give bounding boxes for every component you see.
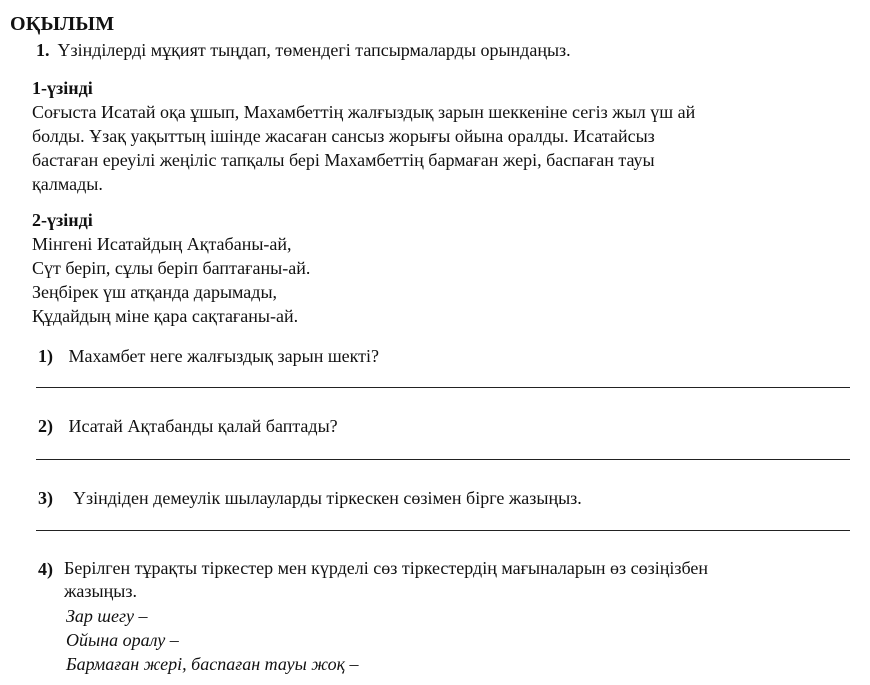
question-number: 1) (38, 346, 53, 366)
excerpt-line: Соғыста Исатай оқа ұшып, Махамбеттің жалғыздық зарын шеккеніне сегіз жыл үш ай (32, 102, 696, 122)
question-text: Исатай Ақтабанды қалай баптады? (68, 416, 338, 436)
answer-line-3[interactable] (36, 530, 850, 531)
answer-line-1[interactable] (36, 387, 850, 388)
question-text: Үзіндіден демеулік шылауларды тіркескен сөзімен бірге жазыңыз. (68, 488, 582, 508)
question-text-line: жазыңыз. (64, 581, 137, 601)
phrase-item: Ойына оралу – (66, 630, 179, 650)
excerpt-title: 1-үзінді (32, 78, 93, 98)
excerpt-line: болды. Ұзақ уақыттың ішінде жасаған сансыз жорығы ойына оралды. Исатайсыз (32, 126, 655, 146)
question-number: 4) (38, 559, 53, 579)
question-number: 3) (38, 488, 53, 508)
question-2 (38, 414, 848, 438)
poem-line: Сүт беріп, сұлы беріп баптағаны-ай. (32, 258, 311, 278)
instruction-number: 1. (36, 40, 50, 60)
excerpt-title: 2-үзінді (32, 210, 93, 230)
excerpt-2 (32, 208, 852, 328)
answer-line-2[interactable] (36, 459, 850, 460)
instruction-text: Үзінділерді мұқият тыңдап, төмендегі тапсырмаларды орындаңыз. (57, 40, 571, 60)
excerpt-line: бастаған ереуілі жеңіліс тапқалы бері Махамбеттің бармаған жері, баспаған тауы (32, 150, 655, 170)
question-text: Махамбет неге жалғыздық зарын шекті? (68, 346, 380, 366)
phrase-item: Зар шегу – (66, 606, 148, 626)
question-4 (38, 557, 848, 601)
phrase-list (66, 604, 359, 676)
question-text (64, 557, 854, 603)
question-3 (38, 486, 848, 510)
poem-line: Мінгені Исатайдың Ақтабаны-ай, (32, 234, 292, 254)
excerpt-1 (32, 76, 852, 196)
question-text-line: Берілген тұрақты тіркестер мен күрделі сөз тіркестердің мағыналарын өз сөзіңізбен (64, 558, 709, 578)
question-number: 2) (38, 416, 53, 436)
excerpt-line: қалмады. (32, 174, 103, 194)
poem-line: Зеңбірек үш атқанда дарымады, (32, 282, 278, 302)
phrase-item: Бармаған жері, баспаған тауы жоқ – (66, 654, 359, 674)
instruction (36, 38, 856, 62)
poem-line: Құдайдың міне қара сақтағаны-ай. (32, 306, 299, 326)
question-1 (38, 344, 848, 368)
section-title: ОҚЫЛЫМ (10, 13, 115, 35)
